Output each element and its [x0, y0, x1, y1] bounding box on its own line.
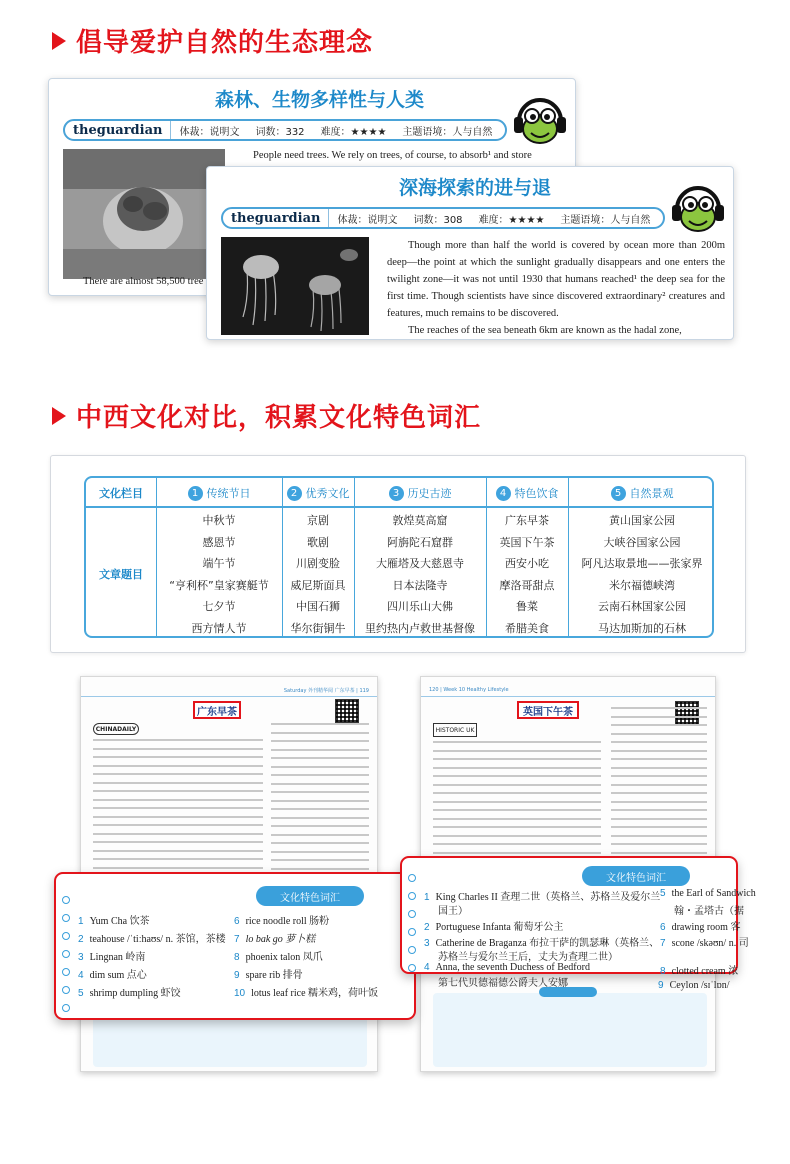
vocab-item: 8 clotted cream 浓 [660, 966, 739, 977]
page-title: 广东早茶 [193, 701, 241, 719]
table-cell: 西方情人节 [191, 621, 247, 635]
table-cell: 华尔街铜牛 [290, 621, 346, 635]
article-text-deep-sea-2: The reaches of the sea beneath 6km are known as the hadal zone, [408, 325, 682, 336]
meta-word-count: 词数：308 [413, 214, 463, 226]
vocab-item: 8 phoenix talon 凤爪 [234, 952, 323, 963]
vocab-item: 4 dim sum 点心 [78, 970, 147, 981]
column-header-food: 4 特色饮食 [486, 478, 568, 508]
article-title: 森林、生物多样性与人类 [215, 89, 425, 111]
page-header: Saturday 外刊精华阅 广东早茶 | 119 [81, 687, 377, 697]
meta-difficulty: 难度：★★★★ [478, 214, 545, 226]
chinadaily-badge: CHINADAILY [93, 723, 139, 735]
vocab-item: 10 lotus leaf rice 糯米鸡，荷叶饭 [234, 988, 379, 999]
table-cell: “亨利杯”皇家赛艇节 [169, 578, 269, 592]
forest-photo [63, 149, 225, 279]
table-cell: 京剧 [307, 514, 329, 527]
table-cell: 大峡谷国家公园 [603, 535, 681, 549]
number-badge: 2 [287, 486, 302, 501]
historic-uk-badge: HISTORIC UK [433, 723, 477, 737]
table-cell: 英国下午茶 [499, 535, 555, 549]
vocab-item: 7 lo bak go 萝卜糕 [234, 934, 316, 945]
vocab-item: 6 drawing room 客 [660, 922, 741, 933]
frog-headphones-mascot-icon [511, 91, 569, 149]
vocab-item: 2 Portuguese Infanta 葡萄牙公主 [424, 922, 564, 933]
column-header-culture: 2 优秀文化 [282, 478, 354, 508]
culture-table-panel [50, 455, 746, 653]
article-text-forest: People need trees. We rely on trees, of course, to absorb¹ and store [253, 150, 532, 161]
meta-genre: 体裁：说明文 [179, 126, 240, 138]
table-cell: 阿凡达取景地——张家界 [581, 557, 703, 570]
meta-theme: 主题语境：人与自然 [402, 126, 493, 138]
article-text-deep-sea: Though more than half the world is covered by ocean more than 200m deep—the point at which the sunlight gradually disappears and one enters the twilight zone—it was not until 1930 that humans reached¹ the deep sea for the first time. Though scientists have since discovered extraordinary² creatures and features, much remains to be discovered. [387, 240, 725, 319]
vocab-title-pill: 文化特色词汇 [256, 886, 364, 906]
table-cell: 大雁塔及大慈恩寺 [376, 557, 464, 570]
meta-genre: 体裁：说明文 [337, 214, 398, 226]
row-label-column: 文化栏目 [99, 487, 143, 500]
article-title: 深海探索的进与退 [399, 177, 552, 199]
table-cell: 歌剧 [307, 535, 329, 549]
table-cell: 马达加斯加的石林 [598, 621, 686, 635]
table-cell: 广东早茶 [505, 514, 549, 527]
table-cell: 希腊美食 [505, 621, 549, 635]
table-cell: 四川乐山大佛 [387, 600, 453, 613]
table-cell: 阿旃陀石窟群 [387, 535, 453, 549]
vocab-item: 5 the Earl of Sandwich [660, 888, 756, 899]
table-cell: 威尼斯面具 [290, 578, 346, 592]
vocab-item: 5 shrimp dumpling 虾饺 [78, 988, 181, 999]
table-cell: 敦煌莫高窟 [392, 514, 448, 527]
table-cell: 鲁菜 [516, 600, 538, 613]
vocab-item: 3 Catherine de Braganza 布拉干萨的凯瑟琳（英格兰、 [424, 938, 660, 949]
vocab-popup-cantonese [54, 872, 416, 1020]
guardian-logo: theguardian [65, 121, 171, 139]
triangle-bullet-icon [52, 407, 66, 425]
number-badge: 4 [496, 486, 511, 501]
meta-theme: 主题语境：人与自然 [560, 214, 651, 226]
vocab-item: 1 King Charles II 查理二世（英格兰、苏格兰及爱尔兰 [424, 892, 661, 903]
vocab-item: 9 Ceylon /sɪˈlɒn/ [658, 980, 730, 991]
vocab-item: 3 Lingnan 岭南 [78, 952, 146, 963]
section-title: 倡导爱护自然的生态理念 [76, 28, 374, 58]
article-meta-bar [221, 207, 665, 229]
section-title: 中西文化对比，积累文化特色词汇 [76, 403, 482, 433]
column-culture-items [282, 510, 354, 639]
vocab-item: 国王） [438, 906, 468, 917]
vocab-item: 9 spare rib 排骨 [234, 970, 303, 981]
table-cell: 川剧变脸 [296, 557, 340, 570]
table-cell: 感恩节 [202, 535, 236, 549]
article-text-forest-2: There are almost 58,500 tree [83, 276, 204, 287]
vocab-title-pill: 文化特色词汇 [582, 866, 690, 886]
section-heading-ecology [52, 22, 373, 59]
frog-headphones-mascot-icon [669, 179, 727, 237]
vocab-item: 翰・孟塔古（据 [674, 906, 744, 917]
table-cell: 端午节 [202, 557, 236, 570]
page-header: 120 | Week 10 Healthy Lifestyle [421, 687, 715, 697]
table-cell: 日本法隆寺 [392, 578, 448, 592]
column-header-nature: 5 自然景观 [568, 478, 716, 508]
vocab-item: 2 teahouse /ˈtiːhaʊs/ n. 茶馆，茶楼 [78, 934, 226, 945]
number-badge: 1 [188, 486, 203, 501]
column-food-items [486, 510, 568, 639]
table-cell: 黄山国家公园 [609, 514, 675, 527]
number-badge: 5 [611, 486, 626, 501]
vocab-item: 7 scone /skəʊn/ n. 司 [660, 938, 749, 949]
column-history-items [354, 510, 486, 639]
table-cell: 米尔福德峡湾 [609, 578, 675, 592]
table-cell: 云南石林国家公园 [598, 600, 686, 613]
culture-table [84, 476, 714, 638]
vocab-item: 4 Anna, the seventh Duchess of Bedford [424, 962, 590, 973]
table-cell: 中国石狮 [296, 600, 340, 613]
row-label-titles: 文章题目 [99, 568, 143, 581]
number-badge: 3 [389, 486, 404, 501]
jellyfish-photo [221, 237, 369, 335]
vocab-item: 第七代贝德福德公爵夫人安娜 [438, 978, 568, 989]
section-heading-culture [52, 397, 481, 434]
article-card-deep-sea [206, 166, 734, 340]
column-header-festivals: 1 传统节日 [156, 478, 282, 508]
binder-rings-icon [408, 874, 416, 982]
meta-word-count: 词数：332 [255, 126, 305, 138]
column-nature-items [568, 510, 716, 639]
vocab-item: 6 rice noodle roll 肠粉 [234, 916, 330, 927]
column-header-history: 3 历史古迹 [354, 478, 486, 508]
article-meta-bar [63, 119, 507, 141]
table-cell: 里约热内卢救世基督像 [365, 621, 475, 635]
triangle-bullet-icon [52, 32, 66, 50]
guardian-logo: theguardian [223, 209, 329, 227]
small-vocab-box [433, 993, 707, 1067]
table-cell: 摩洛哥甜点 [499, 578, 555, 592]
table-cell: 西安小吃 [505, 557, 549, 570]
meta-difficulty: 难度：★★★★ [320, 126, 387, 138]
table-cell: 中秋节 [202, 514, 236, 527]
page-title: 英国下午茶 [517, 701, 579, 719]
column-festivals-items [156, 510, 282, 639]
vocab-item: 1 Yum Cha 饮茶 [78, 916, 150, 927]
vocab-item: 苏格兰与爱尔兰王后，丈夫为查理二世） [438, 952, 618, 963]
table-cell: 七夕节 [202, 600, 236, 613]
qr-code-icon [335, 699, 359, 723]
binder-rings-icon [62, 896, 70, 1022]
